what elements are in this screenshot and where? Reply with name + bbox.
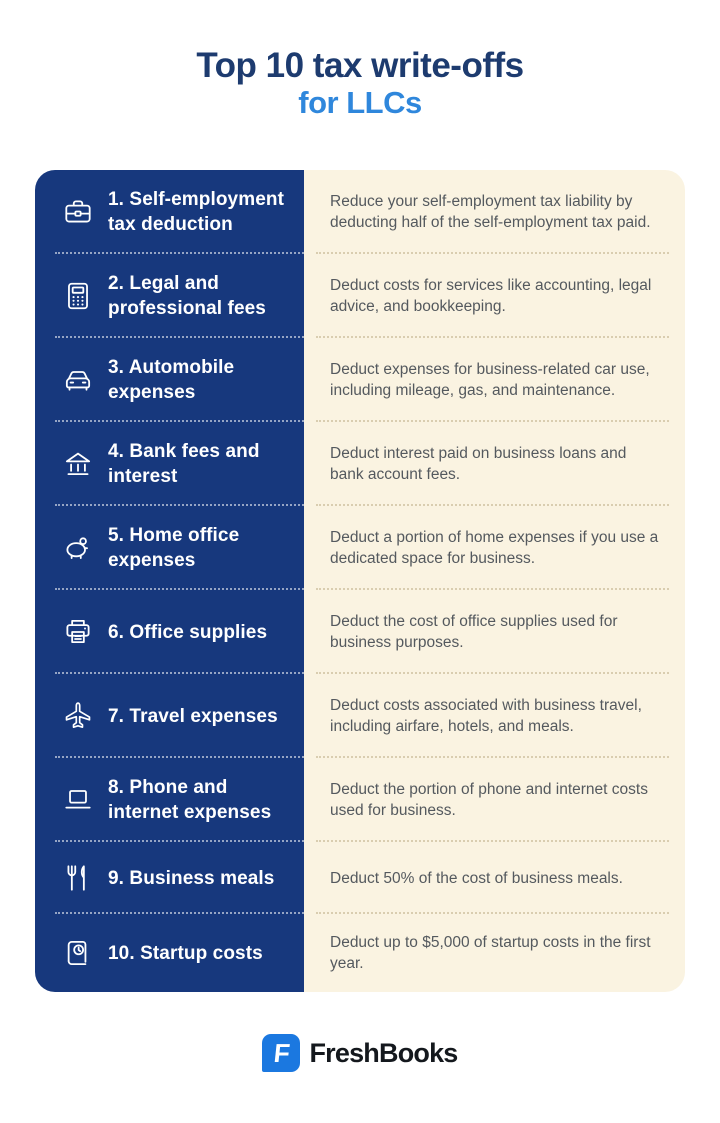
item-title: 7. Travel expenses	[108, 705, 278, 727]
item-description-cell	[304, 590, 685, 674]
item-label-cell	[35, 674, 304, 758]
list-item	[35, 758, 685, 842]
freshbooks-wordmark: FreshBooks	[309, 1037, 458, 1068]
notebook-clock-icon	[61, 936, 95, 970]
car-icon	[61, 363, 95, 397]
utensils-icon	[61, 861, 95, 895]
piggy-bank-icon	[61, 531, 95, 565]
item-title: 2. Legal and professional fees	[108, 272, 266, 320]
item-description-cell	[304, 422, 685, 506]
item-title: 1. Self-employment tax deduction	[108, 188, 285, 236]
calculator-icon	[61, 279, 95, 313]
list-item	[35, 170, 685, 254]
freshbooks-logo-icon	[262, 1034, 300, 1072]
item-description: Deduct up to $5,000 of startup costs in the first year.	[330, 933, 651, 973]
item-description-cell	[304, 254, 685, 338]
item-label-cell	[35, 590, 304, 674]
item-description-cell	[304, 758, 685, 842]
item-description: Deduct costs associated with business travel, including airfare, hotels, and meals.	[330, 696, 642, 736]
list-item	[35, 422, 685, 506]
bank-icon	[61, 447, 95, 481]
item-description: Deduct costs for services like accounting, legal advice, and bookkeeping.	[330, 276, 652, 316]
logo-letter: F	[271, 1038, 291, 1069]
item-description: Deduct expenses for business-related car use, including mileage, gas, and maintenance.	[330, 360, 650, 400]
list-item	[35, 914, 685, 992]
item-description-cell	[304, 170, 685, 254]
item-description-cell	[304, 506, 685, 590]
item-label-cell	[35, 842, 304, 914]
list-item	[35, 674, 685, 758]
page-subtitle: for LLCs	[298, 85, 422, 121]
item-description: Deduct a portion of home expenses if you use a dedicated space for business.	[330, 528, 659, 568]
header	[0, 0, 720, 120]
item-label-cell	[35, 758, 304, 842]
list-item	[35, 842, 685, 914]
item-description: Deduct the portion of phone and internet costs used for business.	[330, 780, 648, 820]
item-title: 5. Home office expenses	[108, 524, 240, 572]
item-label-cell	[35, 254, 304, 338]
item-title: 9. Business meals	[108, 867, 275, 889]
item-title: 3. Automobile expenses	[108, 356, 235, 404]
item-description-cell	[304, 674, 685, 758]
list-item	[35, 254, 685, 338]
briefcase-icon	[61, 195, 95, 229]
item-title: 4. Bank fees and interest	[108, 440, 260, 488]
item-description-cell	[304, 338, 685, 422]
item-title: 10. Startup costs	[108, 942, 263, 964]
item-title: 8. Phone and internet expenses	[108, 776, 272, 824]
item-label-cell	[35, 422, 304, 506]
footer	[0, 1034, 720, 1072]
item-description-cell	[304, 842, 685, 914]
item-description: Reduce your self-employment tax liability by deducting half of the self-employment tax paid.	[330, 192, 651, 232]
item-label-cell	[35, 914, 304, 992]
printer-icon	[61, 615, 95, 649]
item-label-cell	[35, 338, 304, 422]
list-item	[35, 506, 685, 590]
tax-writeoffs-card	[35, 170, 685, 992]
list-item	[35, 590, 685, 674]
list-item	[35, 338, 685, 422]
item-title: 6. Office supplies	[108, 621, 268, 643]
item-description: Deduct the cost of office supplies used for business purposes.	[330, 612, 618, 652]
item-description: Deduct 50% of the cost of business meals.	[330, 869, 623, 887]
airplane-icon	[61, 699, 95, 733]
item-label-cell	[35, 170, 304, 254]
laptop-icon	[61, 783, 95, 817]
page-title: Top 10 tax write-offs	[196, 46, 524, 85]
item-label-cell	[35, 506, 304, 590]
item-description: Deduct interest paid on business loans and bank account fees.	[330, 444, 627, 484]
item-description-cell	[304, 914, 685, 992]
